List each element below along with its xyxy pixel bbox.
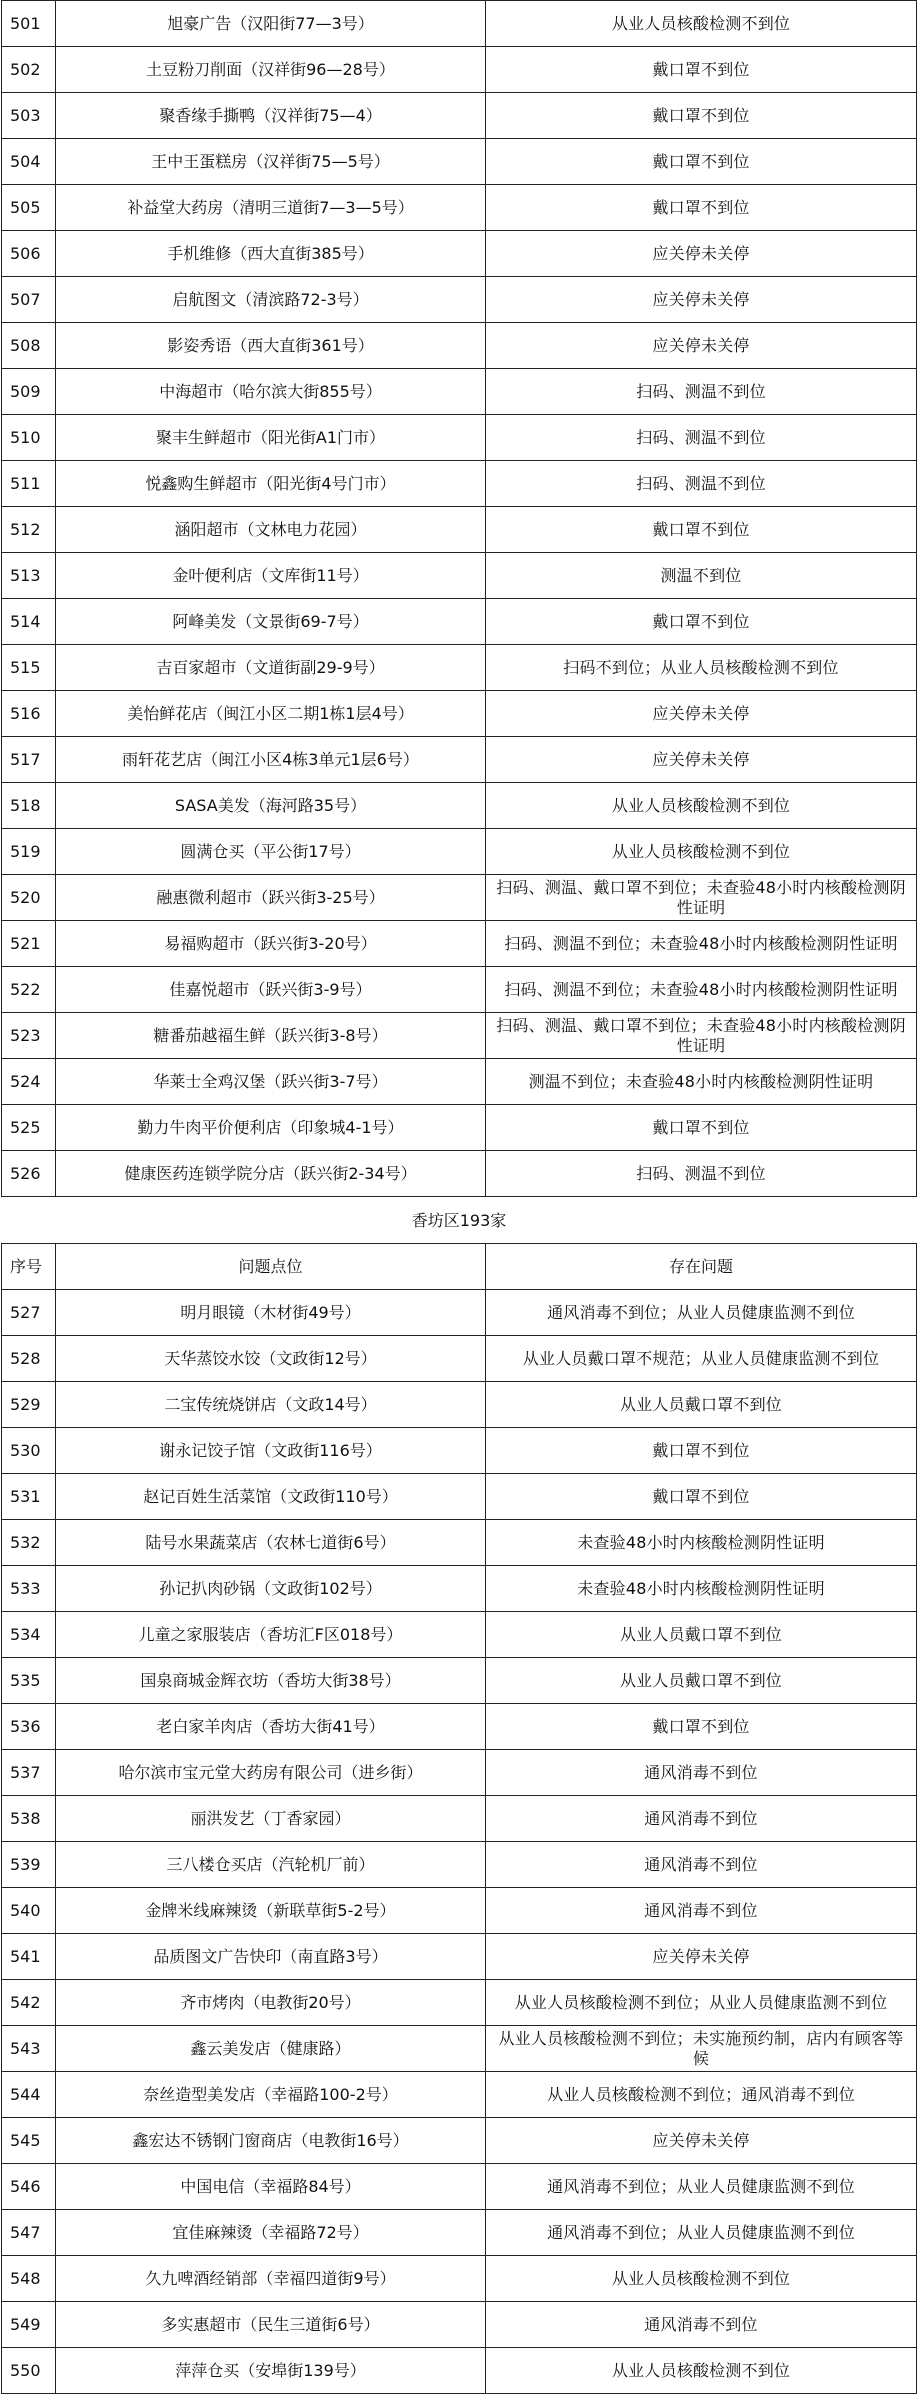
row-number: 501 [2,1,56,47]
row-location: 宜佳麻辣烫（幸福路72号） [56,2210,486,2256]
row-number: 515 [2,645,56,691]
row-number: 538 [2,1796,56,1842]
row-issue: 扫码、测温不到位；未查验48小时内核酸检测阴性证明 [486,967,917,1013]
row-issue: 通风消毒不到位 [486,1842,917,1888]
table-row [2,369,917,415]
row-number: 504 [2,139,56,185]
row-location: 圆满仓买（平公街17号） [56,829,486,875]
row-location: 阿峰美发（文景街69-7号） [56,599,486,645]
row-location: 二宝传统烧饼店（文政14号） [56,1382,486,1428]
table-row [2,2256,917,2302]
row-location: 金牌米线麻辣烫（新联草街5-2号） [56,1888,486,1934]
row-location: 手机维修（西大直街385号） [56,231,486,277]
row-number: 510 [2,415,56,461]
row-number: 541 [2,1934,56,1980]
row-location: 王中王蛋糕房（汉祥街75—5号） [56,139,486,185]
row-number: 509 [2,369,56,415]
row-issue: 戴口罩不到位 [486,139,917,185]
table-row [2,415,917,461]
row-location: 糖番茄越福生鲜（跃兴街3-8号） [56,1013,486,1059]
row-issue: 从业人员核酸检测不到位；未实施预约制，店内有顾客等候 [486,2026,917,2072]
table-row [2,875,917,921]
row-issue: 戴口罩不到位 [486,185,917,231]
row-location: 鑫宏达不锈钢门窗商店（电教街16号） [56,2118,486,2164]
table-row [2,1059,917,1105]
table-row [2,1428,917,1474]
row-issue: 应关停未关停 [486,277,917,323]
table-row [2,1842,917,1888]
table-row [2,2072,917,2118]
row-issue: 从业人员核酸检测不到位 [486,829,917,875]
table-row [2,507,917,553]
row-number: 503 [2,93,56,139]
table-row [2,1336,917,1382]
table-row [2,1566,917,1612]
table-row [2,2302,917,2348]
row-issue: 从业人员核酸检测不到位；从业人员健康监测不到位 [486,1980,917,2026]
row-location: 哈尔滨市宝元堂大药房有限公司（进乡街） [56,1750,486,1796]
row-number: 514 [2,599,56,645]
row-number: 520 [2,875,56,921]
table-row [2,277,917,323]
table-row [2,2118,917,2164]
row-issue: 从业人员戴口罩不到位 [486,1658,917,1704]
row-issue: 戴口罩不到位 [486,1474,917,1520]
row-issue: 通风消毒不到位；从业人员健康监测不到位 [486,2210,917,2256]
row-issue: 扫码、测温、戴口罩不到位；未查验48小时内核酸检测阴性证明 [486,875,917,921]
table-row [2,139,917,185]
table-row [2,921,917,967]
row-location: 天华蒸饺水饺（文政街12号） [56,1336,486,1382]
row-location: 鑫云美发店（健康路） [56,2026,486,2072]
row-location: 涵阳超市（文林电力花园） [56,507,486,553]
table-row [2,1,917,47]
table-row [2,1520,917,1566]
row-location: 华莱士全鸡汉堡（跃兴街3-7号） [56,1059,486,1105]
row-issue: 戴口罩不到位 [486,47,917,93]
row-location: 美怡鲜花店（闽江小区二期1栋1层4号） [56,691,486,737]
row-location: 中国电信（幸福路84号） [56,2164,486,2210]
row-issue: 从业人员戴口罩不规范；从业人员健康监测不到位 [486,1336,917,1382]
row-number: 512 [2,507,56,553]
table-row [2,737,917,783]
table-row [2,1658,917,1704]
row-number: 539 [2,1842,56,1888]
row-location: 补益堂大药房（清明三道街7—3—5号） [56,185,486,231]
header-num: 序号 [2,1244,56,1290]
row-number: 517 [2,737,56,783]
table-row [2,1382,917,1428]
row-issue: 未查验48小时内核酸检测阴性证明 [486,1566,917,1612]
row-location: 萍萍仓买（安埠街139号） [56,2348,486,2394]
table-row [2,1013,917,1059]
row-issue: 应关停未关停 [486,1934,917,1980]
row-issue: 扫码、测温、戴口罩不到位；未查验48小时内核酸检测阴性证明 [486,1013,917,1059]
row-location: 齐市烤肉（电教街20号） [56,1980,486,2026]
row-number: 544 [2,2072,56,2118]
row-issue: 从业人员核酸检测不到位 [486,2256,917,2302]
row-location: 赵记百姓生活菜馆（文政街110号） [56,1474,486,1520]
row-location: 佳嘉悦超市（跃兴街3-9号） [56,967,486,1013]
row-number: 506 [2,231,56,277]
row-number: 507 [2,277,56,323]
row-number: 522 [2,967,56,1013]
row-number: 525 [2,1105,56,1151]
row-location: 久九啤酒经销部（幸福四道街9号） [56,2256,486,2302]
table-row [2,231,917,277]
table-row [2,691,917,737]
row-location: 影姿秀语（西大直街361号） [56,323,486,369]
table-row [2,1105,917,1151]
row-number: 523 [2,1013,56,1059]
row-number: 545 [2,2118,56,2164]
table-row [2,1934,917,1980]
row-location: 国泉商城金辉衣坊（香坊大街38号） [56,1658,486,1704]
row-number: 547 [2,2210,56,2256]
row-number: 550 [2,2348,56,2394]
table-row [2,1474,917,1520]
table-row [2,783,917,829]
header-issue: 存在问题 [486,1244,917,1290]
table-row [2,1290,917,1336]
table-row [2,1796,917,1842]
row-issue: 扫码、测温不到位 [486,461,917,507]
row-issue: 应关停未关停 [486,737,917,783]
table-row [2,1151,917,1197]
table-row [2,553,917,599]
row-location: 雨轩花艺店（闽江小区4栋3单元1层6号） [56,737,486,783]
row-issue: 从业人员核酸检测不到位 [486,1,917,47]
row-number: 508 [2,323,56,369]
row-issue: 戴口罩不到位 [486,1704,917,1750]
section-title-row [2,1197,917,1244]
row-location: 老白家羊肉店（香坊大街41号） [56,1704,486,1750]
row-number: 542 [2,1980,56,2026]
row-location: 丽洪发艺（丁香家园） [56,1796,486,1842]
row-location: 儿童之家服装店（香坊汇F区018号） [56,1612,486,1658]
row-number: 549 [2,2302,56,2348]
row-number: 546 [2,2164,56,2210]
row-location: 明月眼镜（木材街49号） [56,1290,486,1336]
row-issue: 扫码、测温不到位 [486,369,917,415]
table-row [2,1704,917,1750]
row-location: 聚香缘手撕鸭（汉祥街75—4） [56,93,486,139]
table-header-row [2,1244,917,1290]
row-number: 543 [2,2026,56,2072]
table-row [2,645,917,691]
row-issue: 从业人员核酸检测不到位 [486,783,917,829]
row-number: 530 [2,1428,56,1474]
row-issue: 通风消毒不到位 [486,2302,917,2348]
table-row [2,461,917,507]
row-issue: 从业人员戴口罩不到位 [486,1382,917,1428]
row-issue: 扫码、测温不到位 [486,415,917,461]
row-location: 聚丰生鲜超市（阳光街A1门市） [56,415,486,461]
row-location: 旭豪广告（汉阳街77—3号） [56,1,486,47]
table-row [2,829,917,875]
row-location: 悦鑫购生鲜超市（阳光街4号门市） [56,461,486,507]
row-location: 易福购超市（跃兴街3-20号） [56,921,486,967]
row-number: 524 [2,1059,56,1105]
row-number: 548 [2,2256,56,2302]
row-number: 511 [2,461,56,507]
row-issue: 从业人员核酸检测不到位；通风消毒不到位 [486,2072,917,2118]
row-issue: 测温不到位；未查验48小时内核酸检测阴性证明 [486,1059,917,1105]
row-number: 532 [2,1520,56,1566]
row-issue: 通风消毒不到位；从业人员健康监测不到位 [486,1290,917,1336]
table-row [2,93,917,139]
row-issue: 通风消毒不到位 [486,1750,917,1796]
table-row [2,1980,917,2026]
row-issue: 戴口罩不到位 [486,507,917,553]
row-issue: 未查验48小时内核酸检测阴性证明 [486,1520,917,1566]
row-number: 537 [2,1750,56,1796]
row-location: 中海超市（哈尔滨大街855号） [56,369,486,415]
header-location: 问题点位 [56,1244,486,1290]
row-issue: 从业人员核酸检测不到位 [486,2348,917,2394]
row-location: 陆号水果蔬菜店（农林七道街6号） [56,1520,486,1566]
row-number: 531 [2,1474,56,1520]
table-row [2,185,917,231]
row-number: 533 [2,1566,56,1612]
row-issue: 戴口罩不到位 [486,1105,917,1151]
row-number: 535 [2,1658,56,1704]
inspection-table [1,0,917,2394]
row-location: 吉百家超市（文道街副29-9号） [56,645,486,691]
table-row [2,2164,917,2210]
row-number: 526 [2,1151,56,1197]
row-issue: 通风消毒不到位 [486,1888,917,1934]
row-issue: 测温不到位 [486,553,917,599]
row-location: 启航图文（清滨路72-3号） [56,277,486,323]
row-location: 三八楼仓买店（汽轮机厂前） [56,1842,486,1888]
row-issue: 通风消毒不到位；从业人员健康监测不到位 [486,2164,917,2210]
row-issue: 戴口罩不到位 [486,93,917,139]
table-row [2,599,917,645]
row-location: 土豆粉刀削面（汉祥街96—28号） [56,47,486,93]
table-row [2,2348,917,2394]
row-number: 521 [2,921,56,967]
row-location: 奈丝造型美发店（幸福路100-2号） [56,2072,486,2118]
row-location: 金叶便利店（文库街11号） [56,553,486,599]
row-number: 528 [2,1336,56,1382]
row-location: 多实惠超市（民生三道街6号） [56,2302,486,2348]
row-location: 孙记扒肉砂锅（文政街102号） [56,1566,486,1612]
row-issue: 扫码不到位；从业人员核酸检测不到位 [486,645,917,691]
row-number: 516 [2,691,56,737]
row-issue: 应关停未关停 [486,323,917,369]
table-row [2,1888,917,1934]
row-number: 536 [2,1704,56,1750]
row-issue: 应关停未关停 [486,2118,917,2164]
row-location: 谢永记饺子馆（文政街116号） [56,1428,486,1474]
table-row [2,1750,917,1796]
row-number: 529 [2,1382,56,1428]
table-row [2,967,917,1013]
row-location: 融惠微利超市（跃兴街3-25号） [56,875,486,921]
row-issue: 戴口罩不到位 [486,599,917,645]
row-number: 502 [2,47,56,93]
table-row [2,1612,917,1658]
table-row [2,2026,917,2072]
row-issue: 扫码、测温不到位；未查验48小时内核酸检测阴性证明 [486,921,917,967]
row-issue: 通风消毒不到位 [486,1796,917,1842]
table-row [2,323,917,369]
row-issue: 应关停未关停 [486,691,917,737]
row-number: 534 [2,1612,56,1658]
row-number: 540 [2,1888,56,1934]
row-number: 527 [2,1290,56,1336]
row-number: 505 [2,185,56,231]
row-location: SASA美发（海河路35号） [56,783,486,829]
row-number: 513 [2,553,56,599]
row-location: 勤力牛肉平价便利店（印象城4-1号） [56,1105,486,1151]
inspection-table-body [2,1,917,2394]
row-issue: 戴口罩不到位 [486,1428,917,1474]
row-location: 健康医药连锁学院分店（跃兴街2-34号） [56,1151,486,1197]
table-row [2,47,917,93]
section-title: 香坊区193家 [2,1197,917,1244]
row-number: 518 [2,783,56,829]
row-number: 519 [2,829,56,875]
row-issue: 扫码、测温不到位 [486,1151,917,1197]
table-row [2,2210,917,2256]
row-issue: 应关停未关停 [486,231,917,277]
row-issue: 从业人员戴口罩不到位 [486,1612,917,1658]
row-location: 品质图文广告快印（南直路3号） [56,1934,486,1980]
